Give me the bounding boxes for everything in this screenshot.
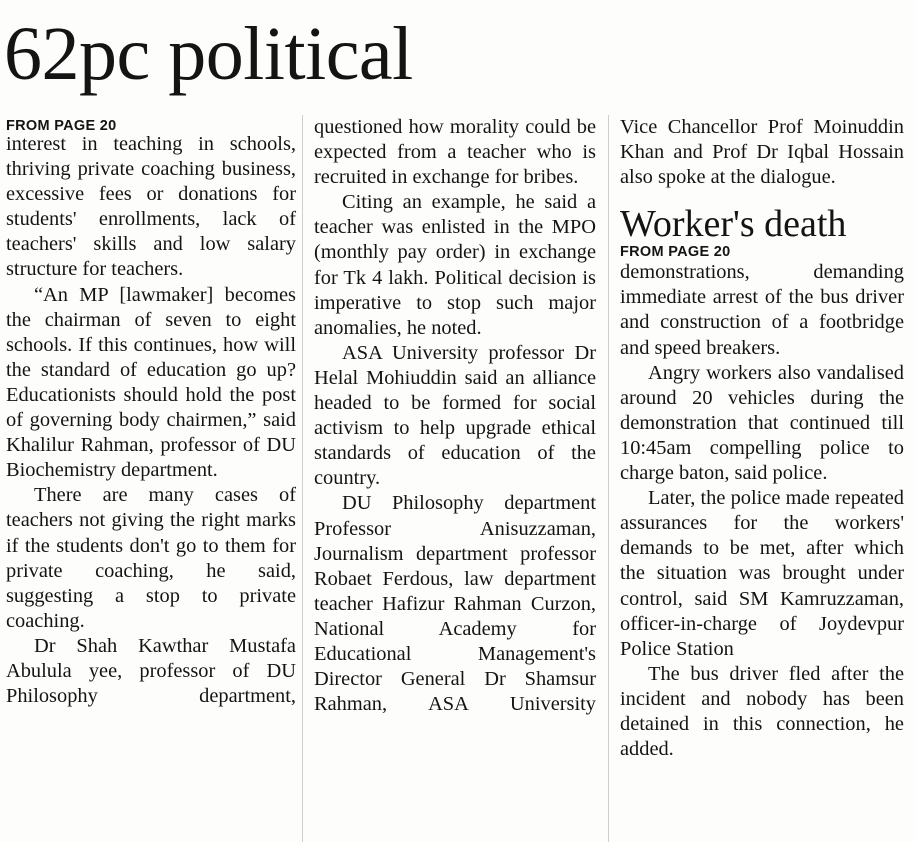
article-column-2: [314, 115, 596, 717]
paragraph: Angry workers also vandalised around 20 vehicles during the demonstration that continued till 10:45am compelling police to charge baton, said police.: [620, 361, 904, 485]
paragraph: “An MP [lawmaker] becomes the chairman of seven to eight schools. If this continues, how will the standard of education go up? Educationists should hold the post of governing body chairmen,” said Khalilur Rahman, professor of DU Biochemistry department.: [6, 283, 296, 482]
paragraph: demonstrations, demanding immediate arrest of the bus driver and construction of a footbridge and speed breakers.: [620, 261, 904, 359]
paragraph: Dr Shah Kawthar Mustafa Abulula yee, professor of DU Philosophy department,: [6, 634, 296, 708]
article-column-1: [6, 118, 296, 709]
jump-kicker: FROM PAGE 20: [6, 118, 117, 134]
paragraph: There are many cases of teachers not giving the right marks if the students don't go to them for private coaching, he said, suggesting a stop to private coaching.: [6, 484, 296, 632]
paragraph: DU Philosophy department Professor Anisuzzaman, Journalism department professor Robaet Ferdous, law department teacher Hafizur Rahman Curzon, National Academy for Educational Management's Director General Dr Shamsur Rahman, ASA University: [314, 492, 596, 716]
column-rule: [302, 115, 303, 842]
column-rule: [608, 115, 609, 842]
paragraph: Citing an example, he said a teacher was enlisted in the MPO (monthly pay order) in exchange for Tk 4 lakh. Political decision is imperative to stop such major anomalies, he noted.: [314, 191, 596, 339]
subheadline: Worker's death: [620, 203, 847, 246]
paragraph: interest in teaching in schools, thriving private coaching business, excessive fees or donations for students' enrollments, lack of teachers' skills and low salary structure for teachers.: [6, 133, 296, 281]
headline: 62pc political: [4, 12, 413, 96]
paragraph: Later, the police made repeated assurances for the workers' demands to be met, after which the situation was brought under control, said SM Kamruzzaman, officer-in-charge of Joydevpur Police Station: [620, 487, 904, 660]
paragraph: questioned how morality could be expected from a teacher who is recruited in exchange for bribes.: [314, 116, 596, 189]
paragraph: ASA University professor Dr Helal Mohiuddin said an alliance headed to be formed for social activism to help upgrade ethical standards of education of the country.: [314, 341, 596, 490]
paragraph: The bus driver fled after the incident and nobody has been detained in this connection, he added.: [620, 662, 904, 761]
article-column-3: [620, 115, 904, 762]
paragraph: Vice Chancellor Prof Moinuddin Khan and Prof Dr Iqbal Hossain also spoke at the dialogue.: [620, 116, 904, 189]
jump-kicker: FROM PAGE 20: [620, 244, 731, 261]
